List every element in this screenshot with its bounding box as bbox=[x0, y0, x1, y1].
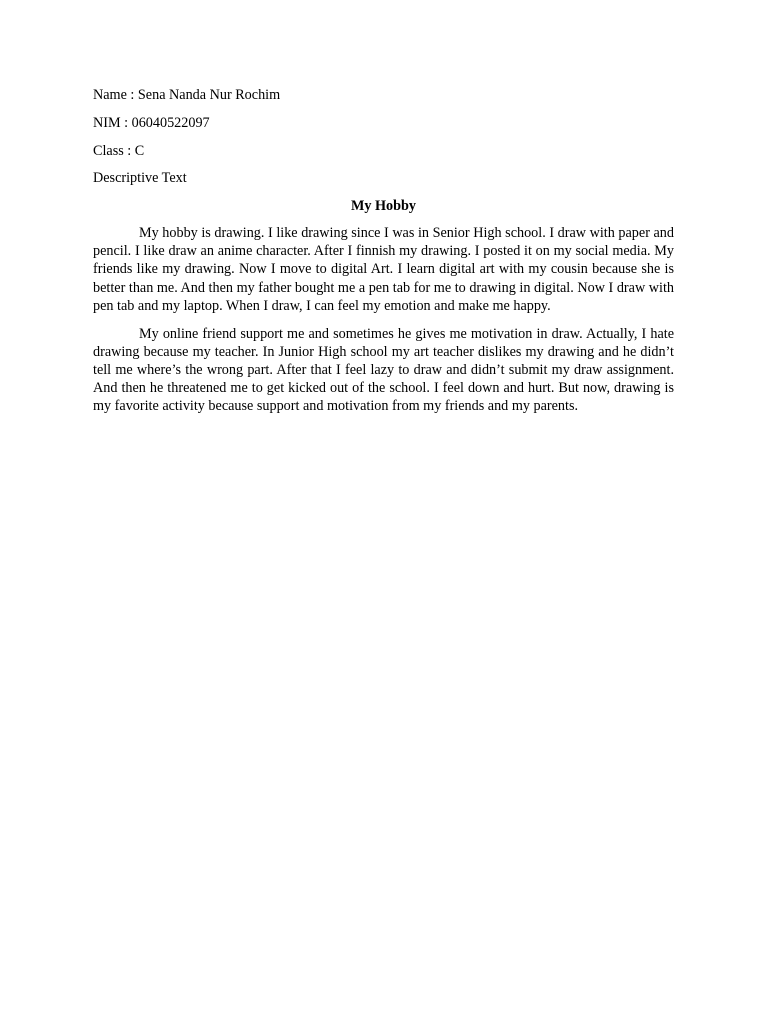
essay-title: My Hobby bbox=[350, 198, 417, 215]
student-nim-line: NIM : 06040522097 bbox=[93, 114, 210, 131]
essay-paragraph-2: My online friend support me and sometimes he gives me motivation in draw. Actually, I hate drawing because my teacher. In Junior High school my art teacher dislikes my drawing and he didn’t tell me where’s the wrong part. After that I feel lazy to draw and didn’t submit my draw assignment. And then he threatened me to get kicked out of the school. I feel down and hurt. But now, drawing is my favorite activity because support and motivation from my friends and my parents. bbox=[93, 325, 674, 415]
document-page bbox=[93, 86, 674, 425]
student-class-line: Class : C bbox=[93, 142, 145, 159]
text-genre-line: Descriptive Text bbox=[93, 170, 187, 187]
essay-paragraph-1: My hobby is drawing. I like drawing since I was in Senior High school. I draw with paper and pencil. I like draw an anime character. After I finnish my drawing. I posted it on my social media. My friends like my drawing. Now I move to digital Art. I learn digital art with my cousin because she is better than me. And then my father bought me a pen tab for me to drawing in digital. Now I draw with pen tab and my laptop. When I draw, I can feel my emotion and make me happy. bbox=[93, 224, 674, 314]
student-name-line: Name : Sena Nanda Nur Rochim bbox=[93, 87, 281, 103]
